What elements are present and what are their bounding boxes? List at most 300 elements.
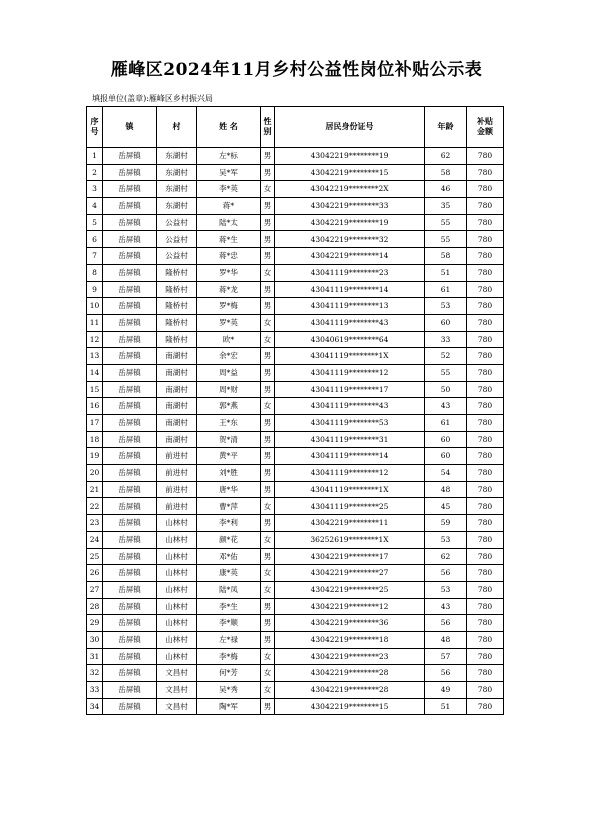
amount-cell: 780 — [467, 148, 504, 165]
town-cell: 岳屏镇 — [103, 481, 157, 498]
table-row — [87, 565, 504, 582]
name-cell: 王*东 — [197, 415, 261, 432]
town-cell: 岳屏镇 — [103, 148, 157, 165]
table-row — [87, 381, 504, 398]
name-cell: 蒋*忠 — [197, 248, 261, 265]
gender-cell: 男 — [261, 448, 275, 465]
age-cell: 57 — [425, 648, 467, 665]
gender-cell: 男 — [261, 148, 275, 165]
gender-cell: 男 — [261, 364, 275, 381]
village-cell: 公益村 — [157, 248, 197, 265]
town-cell: 岳屏镇 — [103, 264, 157, 281]
age-cell: 62 — [425, 148, 467, 165]
age-cell: 48 — [425, 631, 467, 648]
village-cell: 山林村 — [157, 615, 197, 632]
village-cell: 山林村 — [157, 598, 197, 615]
gender-cell: 男 — [261, 481, 275, 498]
name-cell: 黄*平 — [197, 448, 261, 465]
table-row — [87, 615, 504, 632]
amount-cell: 780 — [467, 398, 504, 415]
id-number-cell: 43041119********43 — [275, 398, 425, 415]
table-row — [87, 548, 504, 565]
gender-cell: 男 — [261, 515, 275, 532]
id-number-cell: 36252619********1X — [275, 531, 425, 548]
town-cell: 岳屏镇 — [103, 682, 157, 699]
village-cell: 东湖村 — [157, 164, 197, 181]
id-number-cell: 43041119********31 — [275, 431, 425, 448]
row-number: 21 — [87, 481, 103, 498]
table-row — [87, 181, 504, 198]
gender-cell: 男 — [261, 631, 275, 648]
row-number: 13 — [87, 348, 103, 365]
amount-cell: 780 — [467, 548, 504, 565]
town-cell: 岳屏镇 — [103, 181, 157, 198]
table-row — [87, 415, 504, 432]
amount-cell: 780 — [467, 531, 504, 548]
id-number-cell: 43042219********28 — [275, 665, 425, 682]
village-cell: 公益村 — [157, 214, 197, 231]
amount-cell: 780 — [467, 648, 504, 665]
table-row — [87, 231, 504, 248]
row-number: 17 — [87, 415, 103, 432]
age-cell: 45 — [425, 498, 467, 515]
name-cell: 颜*花 — [197, 531, 261, 548]
amount-cell: 780 — [467, 415, 504, 432]
amount-cell: 780 — [467, 248, 504, 265]
name-cell: 唐*华 — [197, 481, 261, 498]
name-cell: 罗*梅 — [197, 298, 261, 315]
name-cell: 蒋*龙 — [197, 281, 261, 298]
age-cell: 56 — [425, 615, 467, 632]
amount-cell: 780 — [467, 181, 504, 198]
village-cell: 隆桥村 — [157, 264, 197, 281]
name-cell: 李*英 — [197, 181, 261, 198]
age-cell: 55 — [425, 364, 467, 381]
id-number-cell: 43041119********1X — [275, 348, 425, 365]
age-cell: 52 — [425, 348, 467, 365]
row-number: 22 — [87, 498, 103, 515]
table-row — [87, 398, 504, 415]
name-cell: 左*标 — [197, 148, 261, 165]
amount-cell: 780 — [467, 381, 504, 398]
name-cell: 李*梅 — [197, 648, 261, 665]
town-cell: 岳屏镇 — [103, 565, 157, 582]
row-number: 32 — [87, 665, 103, 682]
gender-cell: 男 — [261, 281, 275, 298]
town-cell: 岳屏镇 — [103, 531, 157, 548]
town-cell: 岳屏镇 — [103, 198, 157, 215]
name-cell: 罗*华 — [197, 264, 261, 281]
gender-cell: 男 — [261, 248, 275, 265]
gender-cell: 女 — [261, 181, 275, 198]
amount-cell: 780 — [467, 631, 504, 648]
age-cell: 56 — [425, 665, 467, 682]
header-name: 姓 名 — [197, 107, 261, 148]
name-cell: 欧* — [197, 331, 261, 348]
village-cell: 前进村 — [157, 498, 197, 515]
town-cell: 岳屏镇 — [103, 364, 157, 381]
table-row — [87, 531, 504, 548]
table-row — [87, 364, 504, 381]
table-row — [87, 431, 504, 448]
header-village: 村 — [157, 107, 197, 148]
amount-cell: 780 — [467, 515, 504, 532]
age-cell: 48 — [425, 481, 467, 498]
row-number: 6 — [87, 231, 103, 248]
row-number: 15 — [87, 381, 103, 398]
town-cell: 岳屏镇 — [103, 515, 157, 532]
age-cell: 35 — [425, 198, 467, 215]
amount-cell: 780 — [467, 682, 504, 699]
table-row — [87, 465, 504, 482]
town-cell: 岳屏镇 — [103, 248, 157, 265]
row-number: 23 — [87, 515, 103, 532]
subsidy-table — [86, 106, 504, 715]
age-cell: 43 — [425, 598, 467, 615]
gender-cell: 女 — [261, 665, 275, 682]
row-number: 29 — [87, 615, 103, 632]
town-cell: 岳屏镇 — [103, 631, 157, 648]
amount-cell: 780 — [467, 314, 504, 331]
id-number-cell: 43042219********33 — [275, 198, 425, 215]
age-cell: 58 — [425, 164, 467, 181]
gender-cell: 女 — [261, 682, 275, 699]
amount-cell: 780 — [467, 698, 504, 715]
id-number-cell: 43042219********32 — [275, 231, 425, 248]
row-number: 3 — [87, 181, 103, 198]
table-row — [87, 214, 504, 231]
table-body — [87, 148, 504, 715]
row-number: 7 — [87, 248, 103, 265]
header-no: 序号 — [87, 107, 103, 148]
village-cell: 东湖村 — [157, 181, 197, 198]
gender-cell: 女 — [261, 314, 275, 331]
amount-cell: 780 — [467, 615, 504, 632]
table-row — [87, 598, 504, 615]
row-number: 1 — [87, 148, 103, 165]
amount-cell: 780 — [467, 498, 504, 515]
gender-cell: 女 — [261, 498, 275, 515]
age-cell: 43 — [425, 398, 467, 415]
id-number-cell: 43040619********64 — [275, 331, 425, 348]
gender-cell: 男 — [261, 415, 275, 432]
id-number-cell: 43042219********17 — [275, 548, 425, 565]
town-cell: 岳屏镇 — [103, 281, 157, 298]
row-number: 27 — [87, 581, 103, 598]
id-number-cell: 43041119********14 — [275, 448, 425, 465]
row-number: 9 — [87, 281, 103, 298]
table-row — [87, 281, 504, 298]
table-row — [87, 314, 504, 331]
table-row — [87, 682, 504, 699]
id-number-cell: 43042219********18 — [275, 631, 425, 648]
age-cell: 60 — [425, 431, 467, 448]
amount-cell: 780 — [467, 481, 504, 498]
village-cell: 南湖村 — [157, 398, 197, 415]
village-cell: 隆桥村 — [157, 331, 197, 348]
village-cell: 山林村 — [157, 531, 197, 548]
id-number-cell: 43041119********1X — [275, 481, 425, 498]
gender-cell: 男 — [261, 465, 275, 482]
header-town: 镇 — [103, 107, 157, 148]
table-header-row — [87, 107, 504, 148]
age-cell: 49 — [425, 682, 467, 699]
table-row — [87, 481, 504, 498]
row-number: 8 — [87, 264, 103, 281]
village-cell: 东湖村 — [157, 198, 197, 215]
name-cell: 陆*凤 — [197, 581, 261, 598]
id-number-cell: 43042219********14 — [275, 248, 425, 265]
row-number: 5 — [87, 214, 103, 231]
name-cell: 余*宏 — [197, 348, 261, 365]
table-row — [87, 698, 504, 715]
town-cell: 岳屏镇 — [103, 314, 157, 331]
gender-cell: 男 — [261, 198, 275, 215]
amount-cell: 780 — [467, 298, 504, 315]
age-cell: 55 — [425, 214, 467, 231]
id-number-cell: 43042219********19 — [275, 148, 425, 165]
id-number-cell: 43041119********17 — [275, 381, 425, 398]
id-number-cell: 43042219********2X — [275, 181, 425, 198]
amount-cell: 780 — [467, 565, 504, 582]
id-number-cell: 43042219********12 — [275, 598, 425, 615]
amount-cell: 780 — [467, 665, 504, 682]
row-number: 4 — [87, 198, 103, 215]
row-number: 34 — [87, 698, 103, 715]
gender-cell: 男 — [261, 348, 275, 365]
town-cell: 岳屏镇 — [103, 698, 157, 715]
row-number: 31 — [87, 648, 103, 665]
village-cell: 隆桥村 — [157, 281, 197, 298]
id-number-cell: 43042219********11 — [275, 515, 425, 532]
name-cell: 吴*秀 — [197, 682, 261, 699]
row-number: 20 — [87, 465, 103, 482]
age-cell: 61 — [425, 281, 467, 298]
age-cell: 33 — [425, 331, 467, 348]
table-row — [87, 515, 504, 532]
id-number-cell: 43042219********28 — [275, 682, 425, 699]
row-number: 25 — [87, 548, 103, 565]
name-cell: 刘*胜 — [197, 465, 261, 482]
age-cell: 60 — [425, 448, 467, 465]
age-cell: 54 — [425, 465, 467, 482]
name-cell: 曹*萍 — [197, 498, 261, 515]
name-cell: 周*财 — [197, 381, 261, 398]
village-cell: 文昌村 — [157, 665, 197, 682]
table-row — [87, 648, 504, 665]
age-cell: 53 — [425, 298, 467, 315]
header-gender: 性别 — [261, 107, 275, 148]
town-cell: 岳屏镇 — [103, 615, 157, 632]
table-row — [87, 581, 504, 598]
amount-cell: 780 — [467, 281, 504, 298]
header-amount: 补贴金额 — [467, 107, 504, 148]
page-title: 雁峰区2024年11月乡村公益性岗位补贴公示表 — [110, 60, 483, 80]
village-cell: 山林村 — [157, 515, 197, 532]
amount-cell: 780 — [467, 581, 504, 598]
town-cell: 岳屏镇 — [103, 548, 157, 565]
id-number-cell: 43042219********15 — [275, 164, 425, 181]
name-cell: 陆*太 — [197, 214, 261, 231]
village-cell: 南湖村 — [157, 381, 197, 398]
town-cell: 岳屏镇 — [103, 665, 157, 682]
row-number: 24 — [87, 531, 103, 548]
row-number: 11 — [87, 314, 103, 331]
gender-cell: 男 — [261, 615, 275, 632]
name-cell: 贺*清 — [197, 431, 261, 448]
amount-cell: 780 — [467, 348, 504, 365]
village-cell: 山林村 — [157, 648, 197, 665]
village-cell: 山林村 — [157, 581, 197, 598]
gender-cell: 男 — [261, 164, 275, 181]
town-cell: 岳屏镇 — [103, 498, 157, 515]
age-cell: 61 — [425, 415, 467, 432]
name-cell: 罗*英 — [197, 314, 261, 331]
id-number-cell: 43042219********19 — [275, 214, 425, 231]
town-cell: 岳屏镇 — [103, 648, 157, 665]
id-number-cell: 43041119********43 — [275, 314, 425, 331]
town-cell: 岳屏镇 — [103, 348, 157, 365]
name-cell: 蒋*生 — [197, 231, 261, 248]
village-cell: 南湖村 — [157, 431, 197, 448]
amount-cell: 780 — [467, 465, 504, 482]
amount-cell: 780 — [467, 231, 504, 248]
row-number: 18 — [87, 431, 103, 448]
name-cell: 郭*燕 — [197, 398, 261, 415]
age-cell: 62 — [425, 548, 467, 565]
village-cell: 前进村 — [157, 481, 197, 498]
row-number: 19 — [87, 448, 103, 465]
amount-cell: 780 — [467, 431, 504, 448]
village-cell: 公益村 — [157, 231, 197, 248]
town-cell: 岳屏镇 — [103, 298, 157, 315]
age-cell: 46 — [425, 181, 467, 198]
gender-cell: 男 — [261, 598, 275, 615]
name-cell: 蒋* — [197, 198, 261, 215]
gender-cell: 女 — [261, 264, 275, 281]
id-number-cell: 43041119********12 — [275, 364, 425, 381]
id-number-cell: 43041119********13 — [275, 298, 425, 315]
village-cell: 前进村 — [157, 465, 197, 482]
age-cell: 58 — [425, 248, 467, 265]
row-number: 16 — [87, 398, 103, 415]
row-number: 2 — [87, 164, 103, 181]
id-number-cell: 43042219********23 — [275, 648, 425, 665]
town-cell: 岳屏镇 — [103, 164, 157, 181]
name-cell: 康*英 — [197, 565, 261, 582]
amount-cell: 780 — [467, 448, 504, 465]
table-row — [87, 348, 504, 365]
name-cell: 李*生 — [197, 598, 261, 615]
table-row — [87, 331, 504, 348]
table-row — [87, 665, 504, 682]
id-number-cell: 43041119********23 — [275, 264, 425, 281]
gender-cell: 女 — [261, 331, 275, 348]
gender-cell: 女 — [261, 398, 275, 415]
id-number-cell: 43042219********15 — [275, 698, 425, 715]
table-row — [87, 631, 504, 648]
id-number-cell: 43041119********14 — [275, 281, 425, 298]
header-id-number: 居民身份证号 — [275, 107, 425, 148]
gender-cell: 女 — [261, 581, 275, 598]
town-cell: 岳屏镇 — [103, 415, 157, 432]
name-cell: 李*顺 — [197, 615, 261, 632]
village-cell: 东湖村 — [157, 148, 197, 165]
village-cell: 山林村 — [157, 565, 197, 582]
gender-cell: 男 — [261, 548, 275, 565]
gender-cell: 男 — [261, 381, 275, 398]
age-cell: 59 — [425, 515, 467, 532]
village-cell: 山林村 — [157, 548, 197, 565]
table-row — [87, 148, 504, 165]
row-number: 12 — [87, 331, 103, 348]
table-row — [87, 264, 504, 281]
header-age: 年龄 — [425, 107, 467, 148]
age-cell: 51 — [425, 698, 467, 715]
age-cell: 56 — [425, 565, 467, 582]
town-cell: 岳屏镇 — [103, 331, 157, 348]
town-cell: 岳屏镇 — [103, 465, 157, 482]
town-cell: 岳屏镇 — [103, 381, 157, 398]
gender-cell: 男 — [261, 214, 275, 231]
village-cell: 山林村 — [157, 631, 197, 648]
amount-cell: 780 — [467, 198, 504, 215]
town-cell: 岳屏镇 — [103, 231, 157, 248]
gender-cell: 男 — [261, 298, 275, 315]
row-number: 26 — [87, 565, 103, 582]
amount-cell: 780 — [467, 598, 504, 615]
town-cell: 岳屏镇 — [103, 581, 157, 598]
id-number-cell: 43042219********36 — [275, 615, 425, 632]
row-number: 30 — [87, 631, 103, 648]
gender-cell: 男 — [261, 431, 275, 448]
name-cell: 陶*军 — [197, 698, 261, 715]
gender-cell: 男 — [261, 231, 275, 248]
row-number: 28 — [87, 598, 103, 615]
gender-cell: 女 — [261, 565, 275, 582]
amount-cell: 780 — [467, 331, 504, 348]
gender-cell: 女 — [261, 531, 275, 548]
village-cell: 隆桥村 — [157, 314, 197, 331]
row-number: 14 — [87, 364, 103, 381]
name-cell: 李*利 — [197, 515, 261, 532]
age-cell: 51 — [425, 264, 467, 281]
amount-cell: 780 — [467, 214, 504, 231]
id-number-cell: 43041119********12 — [275, 465, 425, 482]
id-number-cell: 43041119********53 — [275, 415, 425, 432]
village-cell: 文昌村 — [157, 682, 197, 699]
village-cell: 文昌村 — [157, 698, 197, 715]
village-cell: 南湖村 — [157, 348, 197, 365]
age-cell: 53 — [425, 531, 467, 548]
name-cell: 吴*军 — [197, 164, 261, 181]
age-cell: 53 — [425, 581, 467, 598]
town-cell: 岳屏镇 — [103, 598, 157, 615]
age-cell: 50 — [425, 381, 467, 398]
village-cell: 隆桥村 — [157, 298, 197, 315]
town-cell: 岳屏镇 — [103, 214, 157, 231]
town-cell: 岳屏镇 — [103, 448, 157, 465]
gender-cell: 女 — [261, 648, 275, 665]
amount-cell: 780 — [467, 364, 504, 381]
name-cell: 左*禄 — [197, 631, 261, 648]
age-cell: 60 — [425, 314, 467, 331]
name-cell: 何*芳 — [197, 665, 261, 682]
village-cell: 前进村 — [157, 448, 197, 465]
id-number-cell: 43041119********25 — [275, 498, 425, 515]
village-cell: 南湖村 — [157, 415, 197, 432]
table-row — [87, 164, 504, 181]
